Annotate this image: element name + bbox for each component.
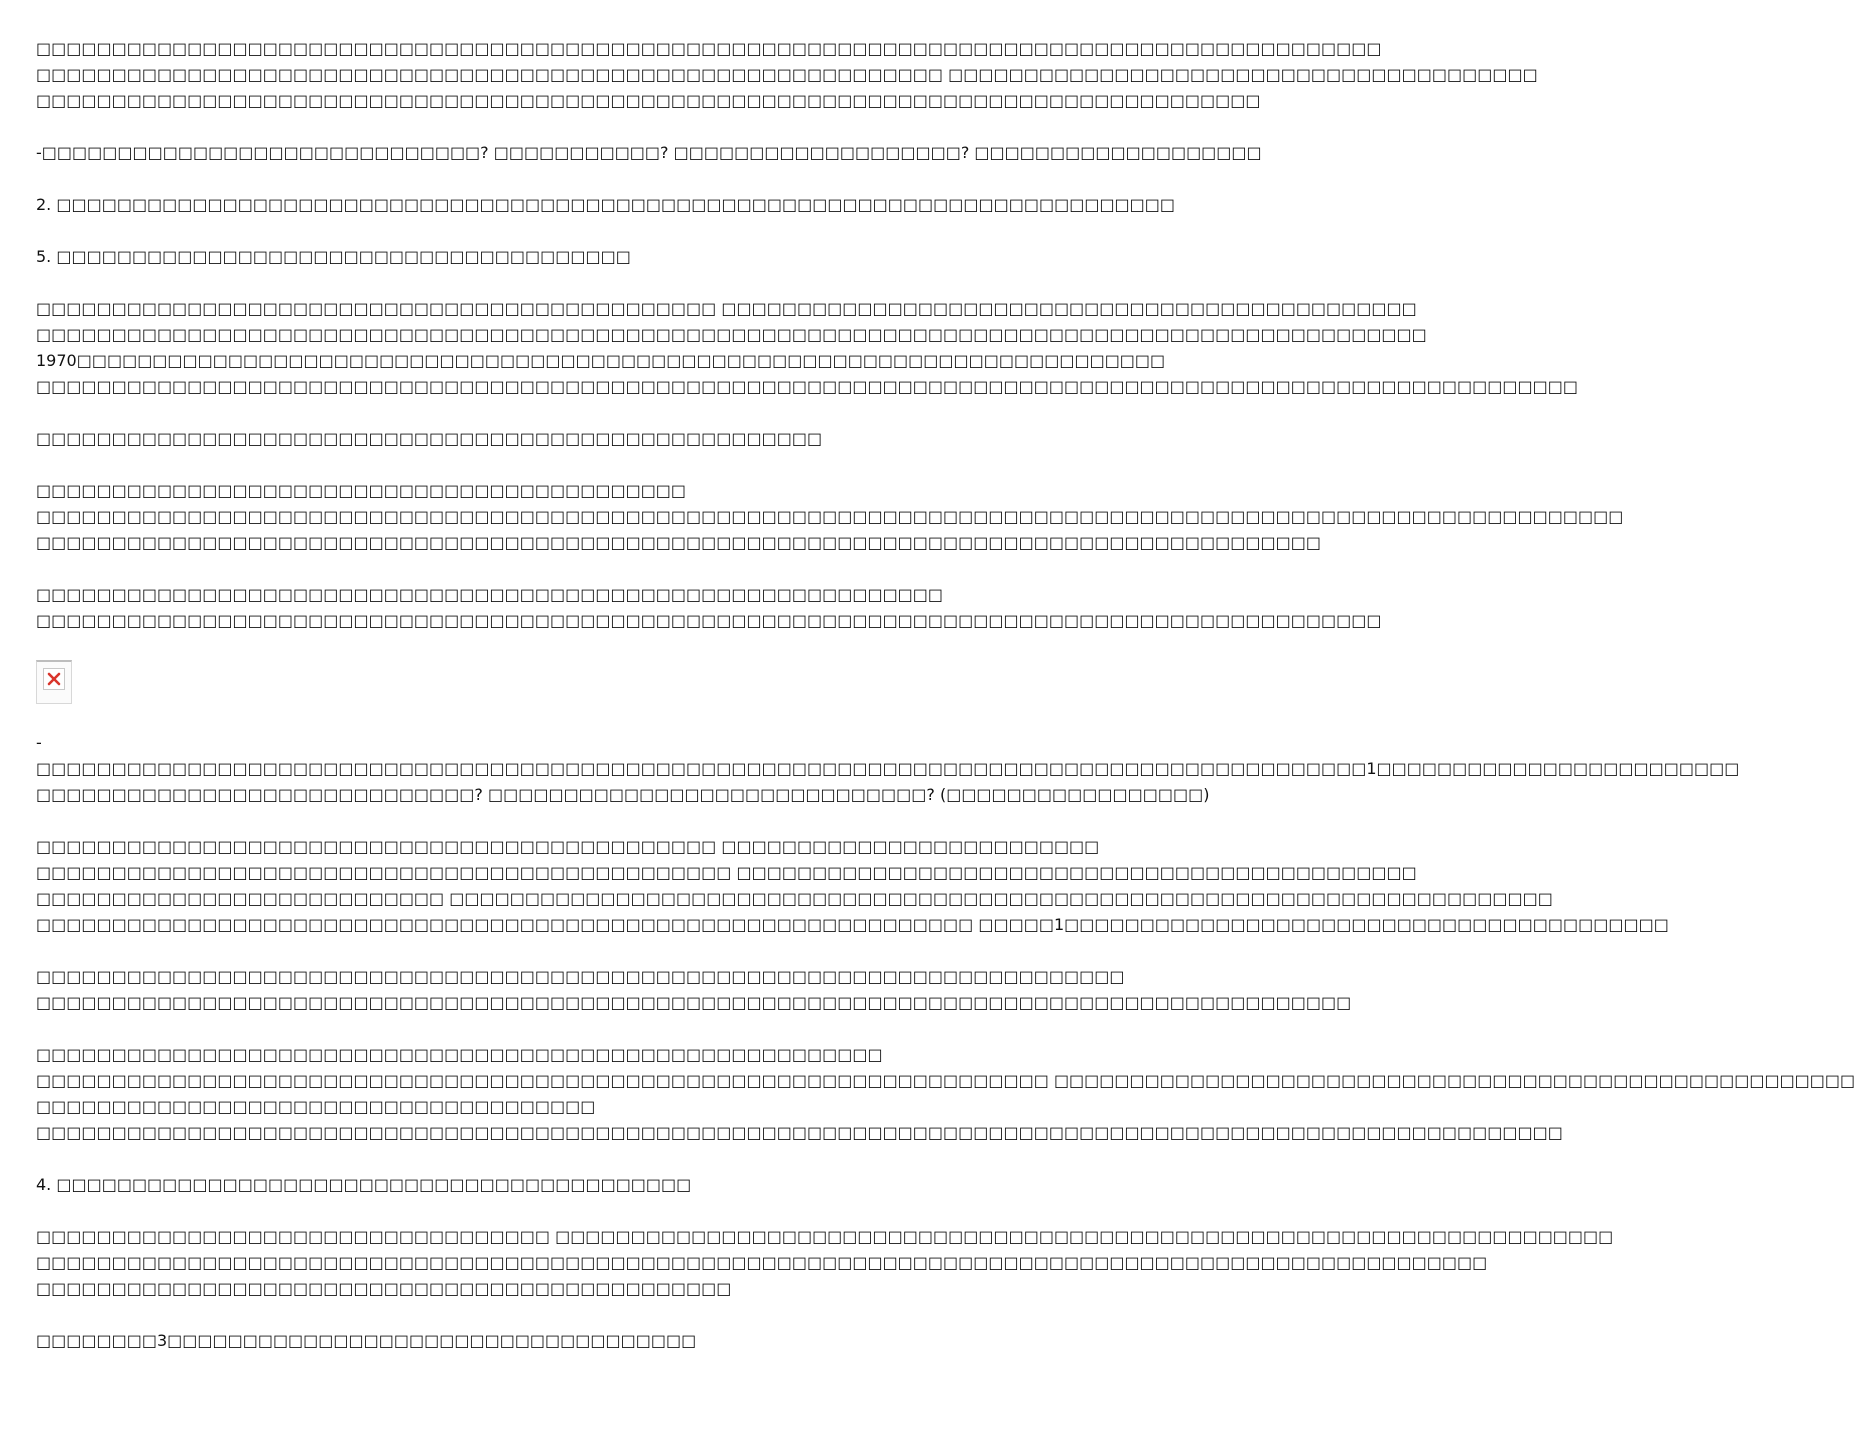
- text-line: □□□□□□□□□□□□□□□□□□□□□□□□□□□□□? □□□□□□□□□□□□□□□□□□□□□□□□□□□□□? (□□□□□□□□□□□□□□□□□): [36, 785, 1210, 804]
- text-line: □□□□□□□□3□□□□□□□□□□□□□□□□□□□□□□□□□□□□□□□□□□□: [36, 1331, 697, 1350]
- text-line: □□□□□□□□□□□□□□□□□□□□□□□□□□□□□□□□□□□□□□□□□□□□□□: [36, 1279, 732, 1298]
- text-line: □□□□□□□□□□□□□□□□□□□□□□□□□□□□□□□□□□□□□□□□□□□□□□□□□□□□□□□□□□□□□□□□□□□□□□□□□□□□□□□□□□□□□□□: [36, 993, 1352, 1012]
- paragraph: [36, 478, 1624, 556]
- text-line: □□□□□□□□□□□□□□□□□□□□□□□□□□□□□□□□□□□□□□□□□□□□□□□□□□□□□□□□□□□□□□□□□□□□□□□□□□□□□□□□□□□□□□□□□□□□□□□□□□□□□: [36, 1123, 1563, 1142]
- text-line: 2. □□□□□□□□□□□□□□□□□□□□□□□□□□□□□□□□□□□□□□□□□□□□□□□□□□□□□□□□□□□□□□□□□□□□□□□□□□: [36, 195, 1176, 214]
- text-line: □□□□□□□□□□□□□□□□□□□□□□□□□□□□□□□□□□□□□□□□□□□□□□□□□□□□□□□□□□□□□□□□□□□□□□□□: [36, 967, 1125, 986]
- text-line: 1970□□□□□□□□□□□□□□□□□□□□□□□□□□□□□□□□□□□□□□□□□□□□□□□□□□□□□□□□□□□□□□□□□□□□□□□□: [36, 351, 1166, 370]
- text-line: □□□□□□□□□□□□□□□□□□□□□□□□□□□□□□□□□□□□□□□□□□□□□□□□□□□□□□□□□□□□□□□□□□□□□□□□□□□□□□□□□□□□□□□□1□□□□□□□□□□□□□□□□□□□□□□□□: [36, 759, 1740, 778]
- paragraph: [36, 1224, 1614, 1302]
- document-body: [36, 36, 1855, 1380]
- text-line: □□□□□□□□□□□□□□□□□□□□□□□□□□□□□□□□□□□□□□□□□□□□□□□□□□□□□□□□□□□□□□□□□□□ □□□□□□□□□□□□□□□□□□□□□□□□□□□□□□□□□□□□□□□□□□□□□□□□□□□□□: [36, 1071, 1855, 1090]
- text-line: □□□□□□□□□□□□□□□□□□□□□□□□□□□□□□□□□□□□□□□□□□□□□□□□□□□□□□□□□□□□□□□□□□□□□□□□□□□□□□□□□□□□□□□□□□□□: [36, 325, 1427, 344]
- text-line: □□□□□□□□□□□□□□□□□□□□□□□□□□□ □□□□□□□□□□□□□□□□□□□□□□□□□□□□□□□□□□□□□□□□□□□□□□□□□□□□□□□□□□□□□□□□□□□□□□□□□: [36, 889, 1553, 908]
- paragraph: [36, 964, 1352, 1016]
- text-line: □□□□□□□□□□□□□□□□□□□□□□□□□□□□□□□□□□□□□□□□□□□□□□□□□□□□□□□□□□□□□□□□□□□□□□□□□□□□□□□□□□□□□□□□□: [36, 39, 1382, 58]
- paragraph: [36, 582, 1382, 634]
- text-line: □□□□□□□□□□□□□□□□□□□□□□□□□□□□□□□□□□□□□□□□□□□: [36, 481, 687, 500]
- text-line: 4. □□□□□□□□□□□□□□□□□□□□□□□□□□□□□□□□□□□□□□□□□□: [36, 1175, 692, 1194]
- text-line: □□□□□□□□□□□□□□□□□□□□□□□□□□□□□□□□□□□□□□□□□□□□□□□□□□□□□□□□□□□□□□□□□□□□□□□□□□□□□□□□□□□□□□□□□: [36, 611, 1382, 630]
- paragraph: [36, 140, 1262, 166]
- paragraph: [36, 244, 990, 270]
- text-line: □□□□□□□□□□□□□□□□□□□□□□□□□□□□□□□□□□□□□□□□□□□□□□□□□□□□□□□□□□□□□□□□□□□□□□□□□□□□□□□□□□□□□□□□□□□□□□□□□□□□□□□□□: [36, 507, 1624, 526]
- text-line: □□□□□□□□□□□□□□□□□□□□□□□□□□□□□□□□□□□□□□□□□□□□□ □□□□□□□□□□□□□□□□□□□□□□□□□: [36, 837, 1100, 856]
- text-line: □□□□□□□□□□□□□□□□□□□□□□□□□□□□□□□□□□□□□□□□□□□□□□□□□□□□□□□□□□□□□□□□□□□□□□□□□□□□□□□□□: [36, 91, 1261, 110]
- text-line: □□□□□□□□□□□□□□□□□□□□□□□□□□□□□□□□□□□□□□□□□□□□□□□□□□□□□□□□: [36, 1045, 883, 1064]
- paragraph: [36, 36, 1538, 114]
- paragraph: [36, 426, 990, 452]
- text-line: 5. □□□□□□□□□□□□□□□□□□□□□□□□□□□□□□□□□□□□□□: [36, 247, 631, 266]
- paragraph: [36, 296, 1578, 400]
- text-line: □□□□□□□□□□□□□□□□□□□□□□□□□□□□□□□□□□□□□□□□□□□□□□□□□□□□: [36, 429, 823, 448]
- text-line: □□□□□□□□□□□□□□□□□□□□□□□□□□□□□□□□□□□□□□□□□□□□□□□□□□□□□□□□□□□□: [36, 585, 944, 604]
- close-icon: [47, 672, 61, 686]
- text-line: □□□□□□□□□□□□□□□□□□□□□□□□□□□□□□□□□□□□□□□□□□□□□□□□□□□□□□□□□□□□□□□□□□□□□□□□□□□□□□□□□□□□□□□□□□□□□□□□□□□□□□: [36, 377, 1578, 396]
- paragraph: [36, 1328, 990, 1354]
- text-line: □□□□□□□□□□□□□□□□□□□□□□□□□□□□□□□□□□□□□□□□□□□□□□□□□□□□□□□□□□□□□□□□□□□□□□□□□□□□□□□□□□□□□: [36, 533, 1321, 552]
- text-line: -: [36, 733, 42, 752]
- text-line: -□□□□□□□□□□□□□□□□□□□□□□□□□□□□□? □□□□□□□□□□□? □□□□□□□□□□□□□□□□□□□? □□□□□□□□□□□□□□□□□□□: [36, 143, 1262, 162]
- paragraph: [36, 834, 1669, 938]
- text-line: □□□□□□□□□□□□□□□□□□□□□□□□□□□□□□□□□□□□□□□□□□□□□□□□□□□□□□□□□□□□□□□□□□□□□□□□□□□□□□□□□□□□□□□□□□□□□□□□: [36, 1253, 1488, 1272]
- paragraph: [36, 1042, 1855, 1146]
- text-line: □□□□□□□□□□□□□□□□□□□□□□□□□□□□□□□□□□□□□□□□□□□□□□□□□□□□□□□□□□□□□□ □□□□□1□□□□□□□□□□□□□□□□□□□□□□□□□□□□□□□□□□□□□□□□: [36, 915, 1669, 934]
- text-line: □□□□□□□□□□□□□□□□□□□□□□□□□□□□□□□□□□□□□: [36, 1097, 596, 1116]
- image-placeholder-frame: [43, 668, 65, 690]
- text-line: □□□□□□□□□□□□□□□□□□□□□□□□□□□□□□□□□□ □□□□□□□□□□□□□□□□□□□□□□□□□□□□□□□□□□□□□□□□□□□□□□□□□□□□□□□□□□□□□□□□□□□□□□: [36, 1227, 1614, 1246]
- text-line: □□□□□□□□□□□□□□□□□□□□□□□□□□□□□□□□□□□□□□□□□□□□□□ □□□□□□□□□□□□□□□□□□□□□□□□□□□□□□□□□□□□□□□□□□□□□: [36, 863, 1417, 882]
- broken-image-icon: [36, 660, 72, 704]
- text-line: □□□□□□□□□□□□□□□□□□□□□□□□□□□□□□□□□□□□□□□□□□□□□□□□□□□□□□□□□□□□ □□□□□□□□□□□□□□□□□□□□□□□□□□□□□□□□□□□□□□□: [36, 65, 1538, 84]
- text-line: □□□□□□□□□□□□□□□□□□□□□□□□□□□□□□□□□□□□□□□□□□□□□ □□□□□□□□□□□□□□□□□□□□□□□□□□□□□□□□□□□□□□□□□□□□□□: [36, 299, 1417, 318]
- paragraph: [36, 730, 1740, 808]
- paragraph: [36, 192, 1176, 218]
- paragraph: [36, 1172, 990, 1198]
